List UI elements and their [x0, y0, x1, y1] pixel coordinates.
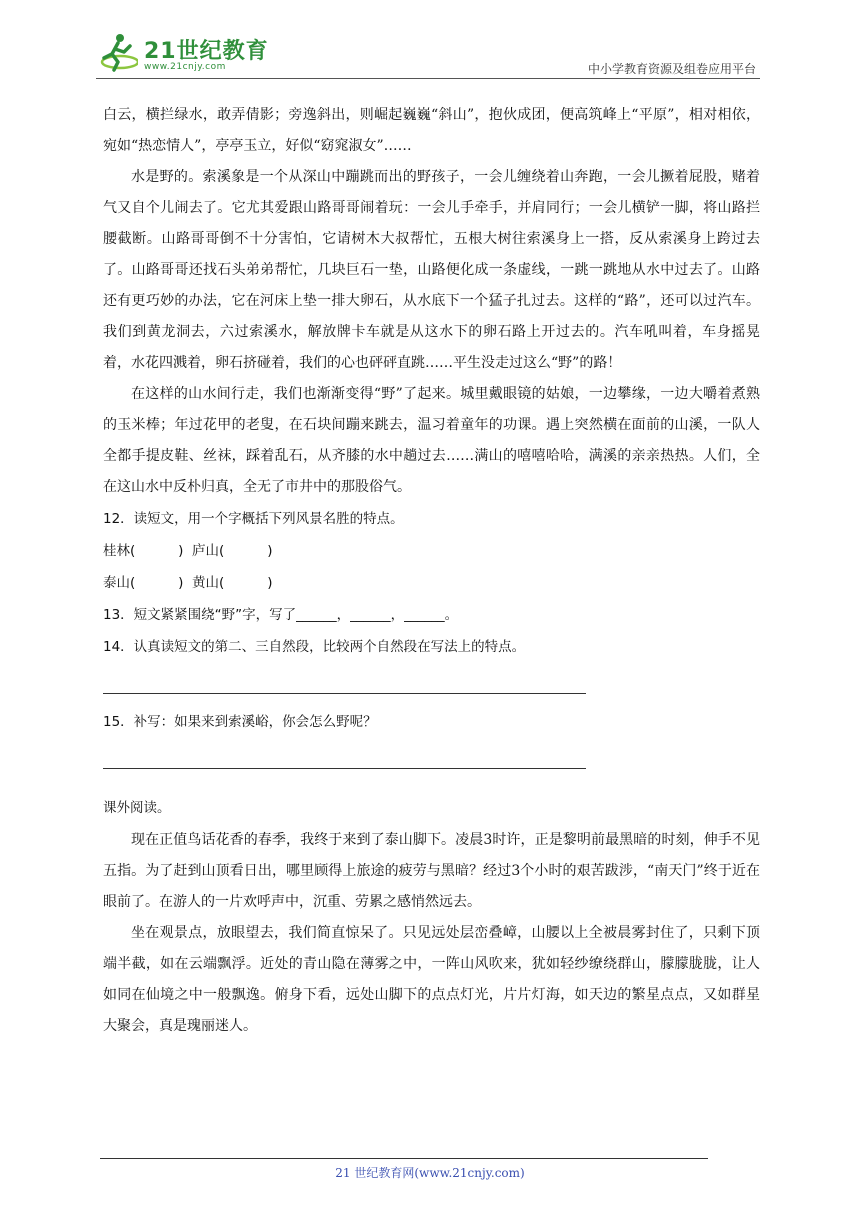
passage2-paragraph-1: 现在正值鸟话花香的春季，我终于来到了泰山脚下。凌晨3时许，正是黎明前最黑暗的时刻，伸手不见五指。为了赶到山顶看日出，哪里顾得上旅途的疲劳与黑暗？经过3个小时的艰苦跋涉，“南天门”终于近在眼前了。在游人的一片欢呼声中，沉重、劳累之感悄然远去。: [103, 832, 760, 910]
answer-line-15[interactable]: [103, 744, 586, 769]
passage1-paragraph-2: 水是野的。索溪象是一个从深山中蹦跳而出的野孩子，一会儿缠绕着山奔跑，一会儿撅着屁股，赌着气又自个儿闹去了。它尤其爱跟山路哥哥闹着玩：一会儿手牵手，并肩同行；一会儿横铲一脚，将山路拦腰截断。山路哥哥倒不十分害怕，它请树木大叔帮忙，五根大树往索溪身上一搭，反从索溪身上跨过去了。山路哥哥还找石头弟弟帮忙，几块巨石一垫，山路便化成一条虚线，一跳一跳地从水中过去了。山路还有更巧妙的办法，它在河床上垫一排大卵石，从水底下一个猛子扎过去。这样的“路”，还可以过汽车。我们到黄龙洞去，六过索溪水，解放牌卡车就是从这水下的卵石路上开过去的。汽车吼叫着，车身摇晃着，水花四溅着，卵石挤碰着，我们的心也砰砰直跳……平生没走过这么“野”的路！: [103, 169, 760, 371]
logo-text: 21世纪教育: [144, 39, 269, 64]
passage1-paragraph-1: 白云，横拦绿水，敢弄倩影；旁逸斜出，则崛起巍巍“斜山”，抱伙成团，便高筑峰上“平原”，相对相依，宛如“热恋情人”，亭亭玉立，好似“窈窕淑女”……: [103, 107, 760, 154]
question-13: 13．短文紧紧围绕“野”字，写了______，______，______。: [103, 607, 459, 623]
running-man-icon: [96, 32, 138, 72]
page-header: [96, 28, 760, 80]
header-divider: [96, 78, 760, 79]
question-12-row-1: 桂林( ) 庐山( ): [103, 543, 273, 559]
site-logo[interactable]: [96, 28, 336, 76]
footer-text[interactable]: 21 世纪教育网(www.21cnjy.com): [335, 1166, 525, 1180]
answer-line-14[interactable]: [103, 669, 586, 694]
section-title: 课外阅读。: [103, 800, 171, 816]
passage1-paragraph-3: 在这样的山水间行走，我们也渐渐变得“野”了起来。城里戴眼镜的姑娘，一边攀缘，一边大嚼着煮熟的玉米棒；年过花甲的老叟，在石块间蹦来跳去，温习着童年的功课。遇上突然横在面前的山溪，一队人全都手提皮鞋、丝袜，踩着乱石，从齐膝的水中趟过去……满山的嘻嘻哈哈，满溪的亲亲热热。人们，全在这山水中反朴归真，全无了市井中的那股俗气。: [103, 386, 760, 495]
logo-url: www.21cnjy.com: [144, 62, 226, 72]
passage2-paragraph-2: 坐在观景点，放眼望去，我们简直惊呆了。只见远处层峦叠嶂，山腰以上全被晨雾封住了，只剩下顶端半截，如在云端飘浮。近处的青山隐在薄雾之中，一阵山风吹来，犹如轻纱缭绕群山，朦朦胧胧，让人如同在仙境之中一般飘逸。俯身下看，远处山脚下的点点灯光，片片灯海，如天边的繁星点点，又如群星大聚会，真是瑰丽迷人。: [103, 925, 760, 1034]
footer-divider: [100, 1158, 708, 1159]
question-12: 12．读短文，用一个字概括下列风景名胜的特点。: [103, 511, 404, 527]
question-15: 15．补写：如果来到索溪峪，你会怎么野呢？: [103, 714, 377, 730]
document-body: [103, 100, 760, 1042]
header-slogan: 中小学教育资源及组卷应用平台: [587, 62, 756, 76]
question-14: 14．认真读短文的第二、三自然段，比较两个自然段在写法上的特点。: [103, 639, 526, 655]
question-12-row-2: 泰山( ) 黄山( ): [103, 575, 273, 591]
